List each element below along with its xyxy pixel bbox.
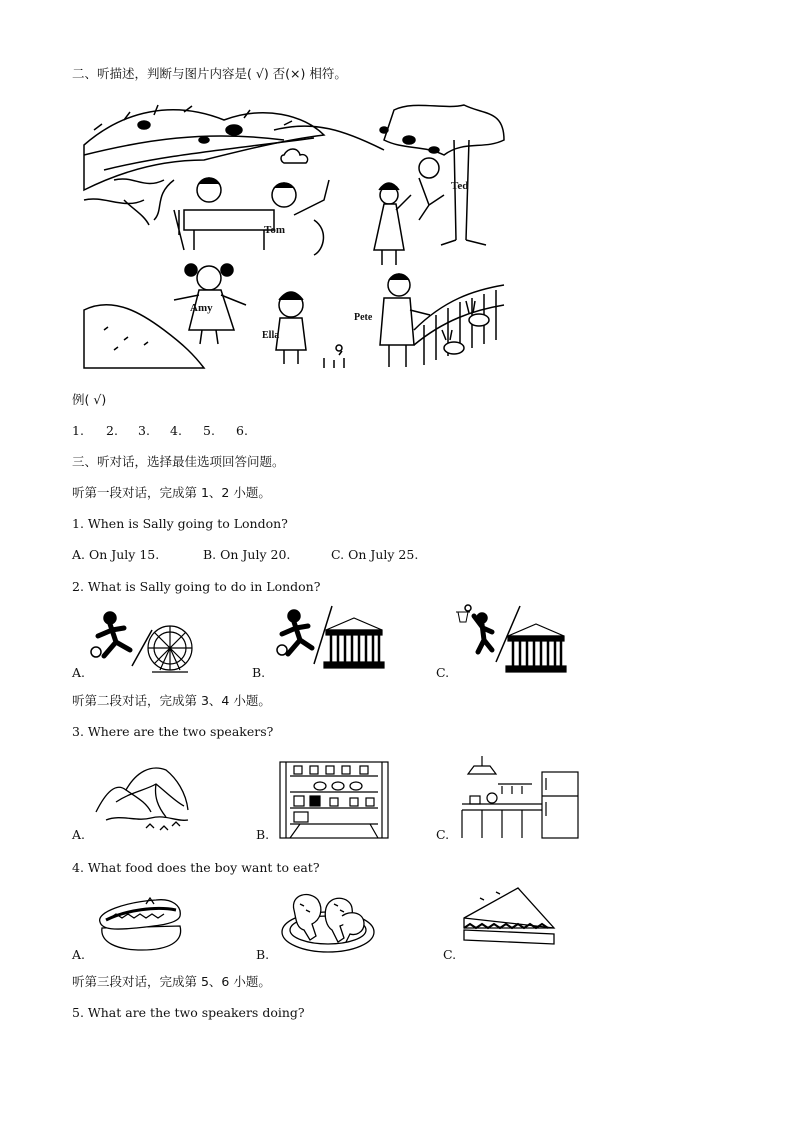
- example-answer: 例( √): [72, 392, 107, 407]
- ferris-wheel-icon: [148, 626, 192, 672]
- football-player-icon: [91, 612, 130, 657]
- question-2-option-c: C.: [436, 665, 450, 680]
- question-2-option-a: A.: [72, 665, 86, 680]
- question-1-option-b: B. On July 20.: [203, 547, 291, 562]
- question-2-picture-b: [278, 604, 390, 672]
- kitchen-icon: [462, 756, 580, 838]
- question-3-stem: 3. Where are the two speakers?: [72, 724, 274, 739]
- park-scene-icon: [84, 100, 504, 368]
- question-4-stem: 4. What food does the boy want to eat?: [72, 860, 320, 875]
- question-4-option-c: C.: [443, 947, 457, 962]
- hot-dog-icon: [96, 888, 186, 954]
- basketball-player-icon: [456, 605, 492, 652]
- museum-building-icon: [324, 618, 384, 668]
- chicken-legs-icon: [280, 890, 376, 954]
- answer-number-1: 1.: [72, 423, 84, 438]
- answer-number-2: 2.: [106, 423, 118, 438]
- question-3-picture-c: [462, 756, 580, 838]
- question-2-stem: 2. What is Sally going to do in London?: [72, 579, 321, 594]
- question-1-option-a: A. On July 15.: [72, 547, 160, 562]
- question-2-picture-c: [456, 604, 566, 674]
- part-1-instruction: 听第一段对话，完成第 1、2 小题。: [72, 485, 271, 500]
- scene-label-tom: Tom: [264, 224, 285, 236]
- scene-label-pete: Pete: [354, 312, 373, 323]
- section-2-heading: 二、听描述，判断与图片内容是( √) 否(×) 相符。: [72, 66, 347, 81]
- park-scene-picture: [84, 100, 504, 368]
- question-5-stem: 5. What are the two speakers doing?: [72, 1005, 305, 1020]
- scene-label-ella: Ella: [262, 330, 280, 341]
- question-3-option-c: C.: [436, 827, 450, 842]
- question-3-option-b: B.: [256, 827, 270, 842]
- answer-number-5: 5.: [203, 423, 215, 438]
- answer-number-4: 4.: [170, 423, 182, 438]
- shop-shelves-icon: [280, 762, 388, 838]
- question-1-option-c: C. On July 25.: [331, 547, 419, 562]
- question-4-picture-a: [96, 888, 186, 954]
- football-player-icon: [277, 610, 312, 655]
- question-2-option-b: B.: [252, 665, 266, 680]
- part-3-instruction: 听第三段对话，完成第 5、6 小题。: [72, 974, 271, 989]
- question-4-option-b: B.: [256, 947, 270, 962]
- question-4-picture-b: [280, 890, 376, 954]
- museum-building-icon: [506, 624, 566, 672]
- answer-number-6: 6.: [236, 423, 248, 438]
- scene-label-ted: Ted: [451, 180, 469, 192]
- question-3-picture-a: [96, 762, 192, 836]
- mountains-icon: [96, 762, 192, 836]
- scene-label-amy: Amy: [190, 302, 213, 314]
- section-3-heading: 三、听对话，选择最佳选项回答问题。: [72, 454, 285, 469]
- question-1-stem: 1. When is Sally going to London?: [72, 516, 288, 531]
- sandwich-icon: [460, 884, 558, 950]
- question-3-option-a: A.: [72, 827, 86, 842]
- question-4-picture-c: [460, 884, 558, 950]
- question-4-option-a: A.: [72, 947, 86, 962]
- question-2-picture-a: [90, 606, 200, 674]
- question-3-picture-b: [280, 762, 388, 838]
- part-2-instruction: 听第二段对话，完成第 3、4 小题。: [72, 693, 271, 708]
- answer-number-3: 3.: [138, 423, 150, 438]
